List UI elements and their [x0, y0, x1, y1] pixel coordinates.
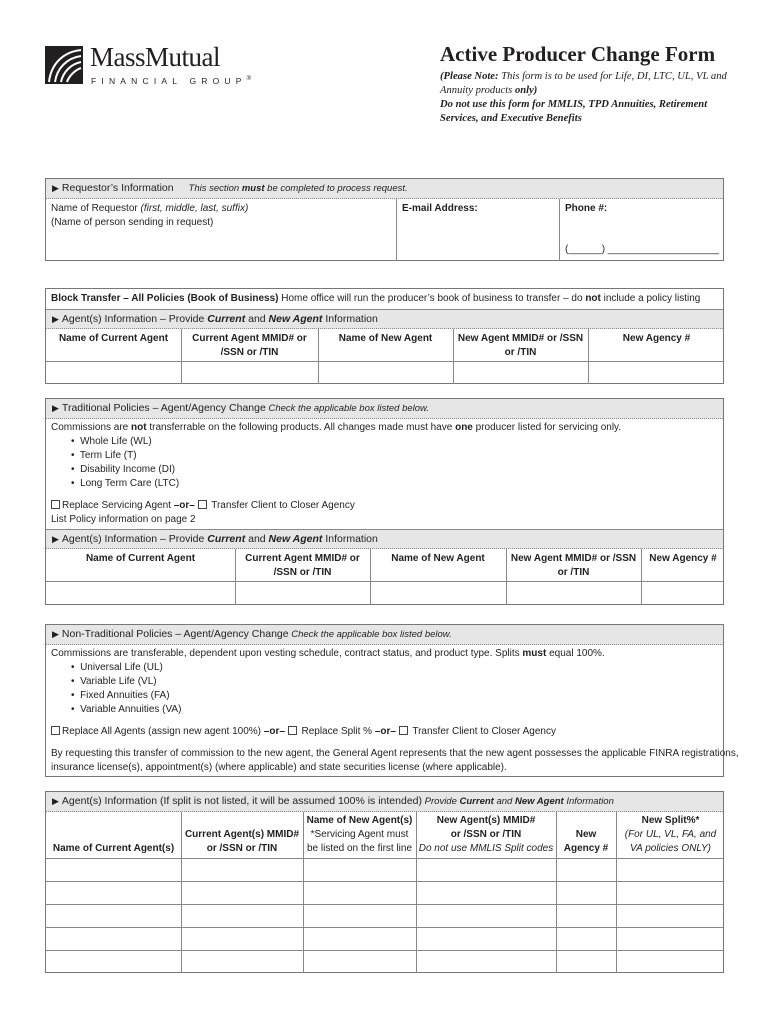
logo-name: MassMutual: [90, 42, 220, 72]
traditional-section: [45, 398, 724, 605]
traditional-agents-header: ▶ Agent(s) Information – Provide Current and New Agent Information: [46, 529, 723, 549]
col-new-agent: Name of New Agent: [338, 333, 433, 344]
col-new-mmid: New Agent MMID# or /SSN or /TIN: [457, 333, 584, 358]
list-item: • Universal Life (UL): [71, 662, 163, 673]
list-item: • Variable Annuities (VA): [71, 704, 182, 715]
finra-statement-2: insurance license(s), appointment(s) (where applicable) and state securities license (where applicable).: [51, 762, 507, 773]
col-current-agents: Name of Current Agent(s): [52, 843, 175, 854]
requestor-name-sub: (Name of person sending in request): [51, 217, 214, 228]
transfer-client-checkbox[interactable]: [198, 500, 207, 509]
non-traditional-header: ▶ Non-Traditional Policies – Agent/Agency Change Check the applicable box listed below.: [46, 625, 723, 645]
requestor-section: [45, 178, 724, 261]
traditional-header: ▶ Traditional Policies – Agent/Agency Change Check the applicable box listed below.: [46, 399, 723, 419]
agents-info-header: ▶ Agent(s) Information – Provide Current and New Agent Information: [46, 309, 723, 329]
list-item: • Long Term Care (LTC): [71, 478, 180, 489]
col-new-agent: Name of New Agent: [391, 553, 485, 564]
list-item: • Disability Income (DI): [71, 464, 176, 475]
col-new-mmid: New Agent MMID# or /SSN or /TIN: [510, 553, 637, 578]
transfer-client-checkbox[interactable]: [399, 726, 408, 735]
non-traditional-section: [45, 624, 739, 777]
col-new-agency: New Agency #: [563, 829, 609, 854]
replace-split-checkbox[interactable]: [288, 726, 297, 735]
list-item: • Whole Life (WL): [71, 436, 152, 447]
requestor-name-label: Name of Requestor (first, middle, last, suffix): [51, 203, 249, 214]
list-item: • Variable Life (VL): [71, 676, 157, 687]
replace-all-agents-checkbox[interactable]: [51, 726, 60, 735]
massmutual-logo-icon: [45, 46, 83, 84]
requestor-header: ▶ Requestor’s Information This section must be completed to process request.: [46, 179, 723, 199]
agents-split-header: ▶ Agent(s) Information (If split is not listed, it will be assumed 100% is intended) Provide Current and New Agent Information: [46, 792, 723, 812]
traditional-options: Replace Servicing Agent –or– Transfer Client to Closer Agency: [51, 499, 355, 513]
finra-statement-1: By requesting this transfer of commission to the new agent, the General Agent represents that the new agent possesses the applicable FINRA registrations,: [51, 748, 739, 759]
logo-subtitle: FINANCIAL GROUP®: [91, 76, 252, 86]
phone-input[interactable]: (______) ____________________: [565, 244, 720, 255]
col-new-mmid: New Agent(s) MMID# or /SSN or /TIN Do not use MMLIS Split codes: [418, 815, 554, 854]
list-item: • Term Life (T): [71, 450, 137, 461]
col-new-agents: Name of New Agent(s) *Servicing Agent must be listed on the first line: [306, 815, 413, 854]
non-traditional-intro: Commissions are transferable, dependent upon vesting schedule, contract status, and product type. Splits must equal 100%.: [51, 648, 605, 659]
col-current-agent: Name of Current Agent: [58, 333, 169, 344]
col-current-mmid: Current Agent MMID# or /SSN or /TIN: [192, 333, 307, 358]
block-transfer-section: [45, 288, 724, 384]
replace-servicing-checkbox[interactable]: [51, 500, 60, 509]
col-current-mmid: Current Agent MMID# or /SSN or /TIN: [245, 553, 360, 578]
email-label: E-mail Address:: [402, 203, 478, 214]
col-new-split: New Split%* (For UL, VL, FA, and VA policies ONLY): [624, 815, 717, 854]
col-new-agency: New Agency #: [649, 553, 717, 564]
list-item: • Fixed Annuities (FA): [71, 690, 170, 701]
col-current-mmid: Current Agent(s) MMID# or /SSN or /TIN: [184, 829, 300, 854]
col-new-agency: New Agency #: [622, 333, 691, 344]
usage-note: (Please Note: This form is to be used for Life, DI, LTC, UL, VL and Annuity products only) Do not use this form for MMLIS, TPD Annuities, Retirement Services, and Executive Benefits: [440, 71, 727, 124]
list-policy-note: List Policy information on page 2: [51, 514, 196, 525]
agents-split-section: [45, 791, 724, 973]
page-title: Active Producer Change Form: [440, 42, 716, 66]
traditional-intro: Commissions are not transferrable on the following products. All changes made must have one producer listed for servicing only.: [51, 422, 622, 433]
non-traditional-options: Replace All Agents (assign new agent 100%) –or– Replace Split % –or– Transfer Client to Closer Agency: [51, 725, 556, 739]
col-current-agent: Name of Current Agent: [85, 553, 196, 564]
phone-label: Phone #:: [565, 203, 608, 214]
block-transfer-text: Block Transfer – All Policies (Book of Business) Home office will run the producer’s book of business to transfer – do not include a policy listing: [51, 293, 701, 304]
